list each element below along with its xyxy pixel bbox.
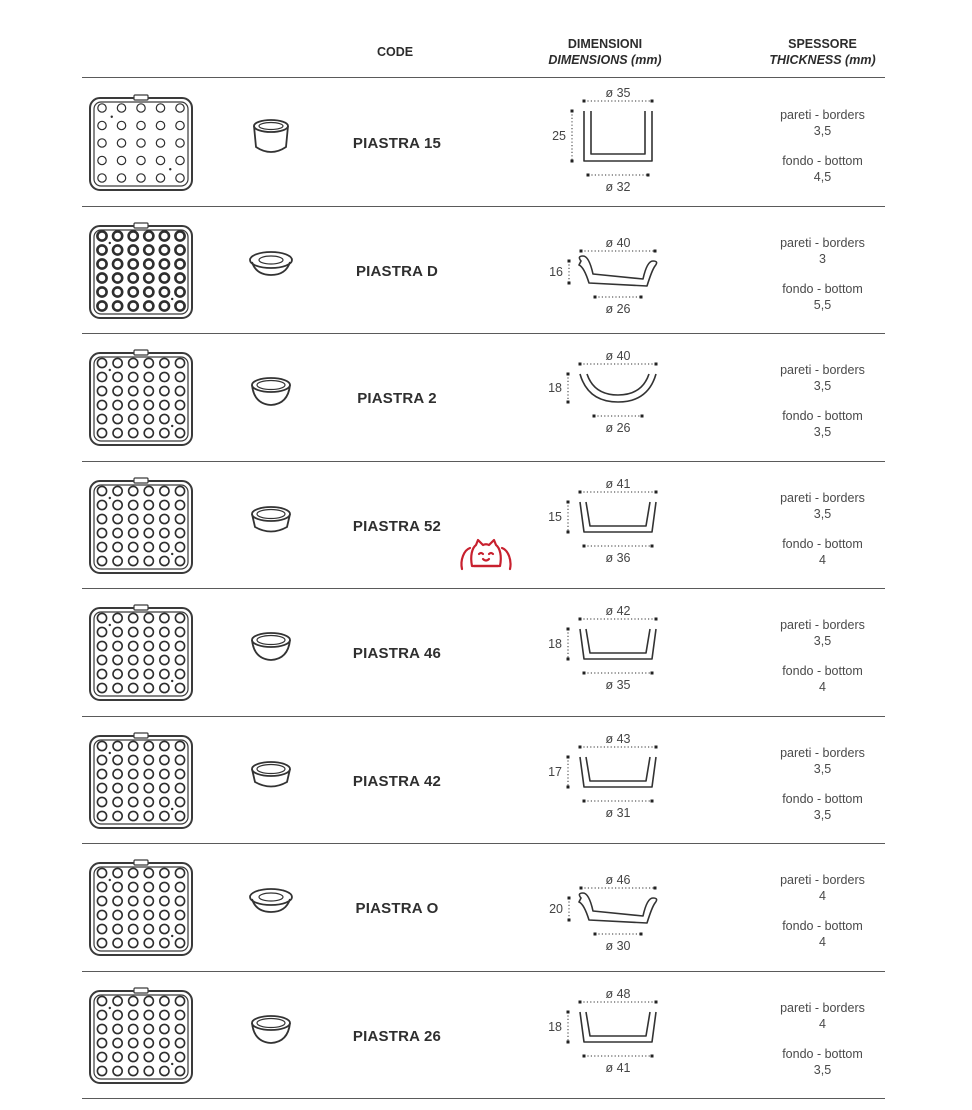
bottom-label: fondo - bottom xyxy=(782,281,863,296)
borders-value: 3 xyxy=(819,251,826,266)
product-code: PIASTRA 42 xyxy=(352,772,442,790)
mould-cup-icon xyxy=(246,113,296,163)
bottom-value: 3,5 xyxy=(813,425,832,439)
thickness-values xyxy=(750,1000,895,1078)
header-dimensions xyxy=(530,36,680,68)
bottom-label: fondo - bottom xyxy=(782,536,863,551)
dimension-diagram xyxy=(530,844,690,971)
header-thickness xyxy=(750,36,895,68)
dim-height: 18 xyxy=(548,381,562,395)
borders-value: 3,5 xyxy=(813,761,832,776)
dim-bottom-diameter: ø 32 xyxy=(605,180,631,194)
mould-cup-icon xyxy=(246,368,296,418)
borders-label: pareti - borders xyxy=(780,490,865,505)
dimension-diagram xyxy=(530,589,690,716)
dim-top-diameter: ø 43 xyxy=(605,731,631,746)
dim-top-diameter: ø 40 xyxy=(605,235,631,250)
product-code: PIASTRA 26 xyxy=(352,1027,442,1045)
product-code: PIASTRA 52 xyxy=(352,517,442,535)
table-row xyxy=(82,207,885,334)
mould-cup-icon xyxy=(246,878,296,928)
thickness-values xyxy=(750,745,895,823)
dim-bottom-diameter: ø 31 xyxy=(605,805,631,820)
product-code: PIASTRA 2 xyxy=(357,390,437,407)
thickness-values xyxy=(750,617,895,695)
plate-grid-icon xyxy=(88,94,194,192)
thickness-values xyxy=(750,235,895,313)
table-row xyxy=(82,717,885,844)
product-code: PIASTRA 46 xyxy=(352,645,442,662)
dim-bottom-diameter: ø 36 xyxy=(605,550,631,565)
plate-grid-icon xyxy=(88,349,194,447)
plate-grid-icon xyxy=(88,222,194,320)
mould-cup-icon xyxy=(246,751,296,801)
table-row xyxy=(82,589,885,716)
borders-label: pareti - borders xyxy=(780,363,865,377)
dimension-diagram xyxy=(530,207,690,334)
dim-top-diameter: ø 42 xyxy=(605,604,631,618)
table-header xyxy=(0,0,972,78)
dim-top-diameter: ø 35 xyxy=(605,86,631,100)
dim-height: 16 xyxy=(549,264,563,279)
thickness-values xyxy=(750,362,895,440)
dimension-diagram xyxy=(530,79,690,206)
product-code: PIASTRA O xyxy=(355,900,439,917)
dim-top-diameter: ø 41 xyxy=(605,476,631,491)
table-row xyxy=(82,79,885,206)
thickness-values xyxy=(750,872,895,950)
plate-grid-icon xyxy=(88,477,194,575)
dimension-diagram xyxy=(530,972,690,1099)
divider xyxy=(82,77,885,78)
dim-top-diameter: ø 46 xyxy=(605,873,631,887)
dim-top-diameter: ø 40 xyxy=(605,349,631,363)
borders-value: 3,5 xyxy=(813,379,832,393)
dimension-diagram xyxy=(530,462,690,589)
borders-value: 4 xyxy=(819,889,826,903)
mould-cup-icon xyxy=(246,623,296,673)
header-code: CODE xyxy=(376,45,414,59)
borders-label: pareti - borders xyxy=(780,108,865,122)
bottom-value: 4 xyxy=(819,680,826,694)
mould-cup-icon xyxy=(246,496,296,546)
divider xyxy=(82,1098,885,1099)
bottom-value: 3,5 xyxy=(813,1062,832,1077)
mould-cup-icon xyxy=(246,241,296,291)
dim-bottom-diameter: ø 41 xyxy=(605,1060,631,1075)
dim-bottom-diameter: ø 35 xyxy=(605,678,631,692)
cat-mascot-icon xyxy=(458,536,514,574)
borders-label: pareti - borders xyxy=(780,745,865,760)
borders-value: 3,5 xyxy=(813,124,832,138)
dim-height: 15 xyxy=(548,509,562,524)
dim-height: 17 xyxy=(548,764,562,779)
header-thickness-it: SPESSORE xyxy=(788,37,857,51)
dim-bottom-diameter: ø 30 xyxy=(605,939,631,953)
table-row xyxy=(82,334,885,461)
borders-value: 3,5 xyxy=(813,634,832,648)
dim-top-diameter: ø 48 xyxy=(605,986,631,1001)
bottom-label: fondo - bottom xyxy=(782,1046,863,1061)
bottom-label: fondo - bottom xyxy=(782,919,863,933)
table-row xyxy=(82,844,885,971)
bottom-label: fondo - bottom xyxy=(782,154,863,168)
bottom-value: 5,5 xyxy=(813,297,832,312)
table-row xyxy=(82,972,885,1099)
dim-height: 20 xyxy=(549,902,563,916)
borders-label: pareti - borders xyxy=(780,235,865,250)
header-dimensions-en: DIMENSIONS (mm) xyxy=(548,53,662,67)
bottom-value: 4 xyxy=(819,935,826,949)
dim-height: 25 xyxy=(552,129,566,143)
bottom-label: fondo - bottom xyxy=(782,791,863,806)
dimension-diagram xyxy=(530,717,690,844)
product-code: PIASTRA D xyxy=(355,262,439,280)
bottom-label: fondo - bottom xyxy=(782,409,863,423)
borders-value: 3,5 xyxy=(813,506,832,521)
borders-label: pareti - borders xyxy=(780,618,865,632)
product-code: PIASTRA 15 xyxy=(352,135,442,152)
thickness-values xyxy=(750,107,895,185)
plate-grid-icon xyxy=(88,987,194,1085)
mould-cup-icon xyxy=(246,1006,296,1056)
header-dimensions-it: DIMENSIONI xyxy=(567,37,643,51)
bottom-value: 4 xyxy=(819,552,826,567)
dim-bottom-diameter: ø 26 xyxy=(605,301,631,316)
plate-grid-icon xyxy=(88,604,194,702)
bottom-value: 4,5 xyxy=(813,170,832,184)
thickness-values xyxy=(750,490,895,568)
plate-grid-icon xyxy=(88,732,194,830)
bottom-label: fondo - bottom xyxy=(782,664,863,678)
plate-grid-icon xyxy=(88,859,194,957)
dimension-diagram xyxy=(530,334,690,461)
bottom-value: 3,5 xyxy=(813,807,832,822)
header-thickness-en: THICKNESS (mm) xyxy=(769,53,876,67)
dim-height: 18 xyxy=(548,637,562,651)
borders-label: pareti - borders xyxy=(780,873,865,887)
dim-bottom-diameter: ø 26 xyxy=(605,421,631,435)
borders-label: pareti - borders xyxy=(780,1000,865,1015)
borders-value: 4 xyxy=(819,1016,826,1031)
dim-height: 18 xyxy=(548,1019,562,1034)
